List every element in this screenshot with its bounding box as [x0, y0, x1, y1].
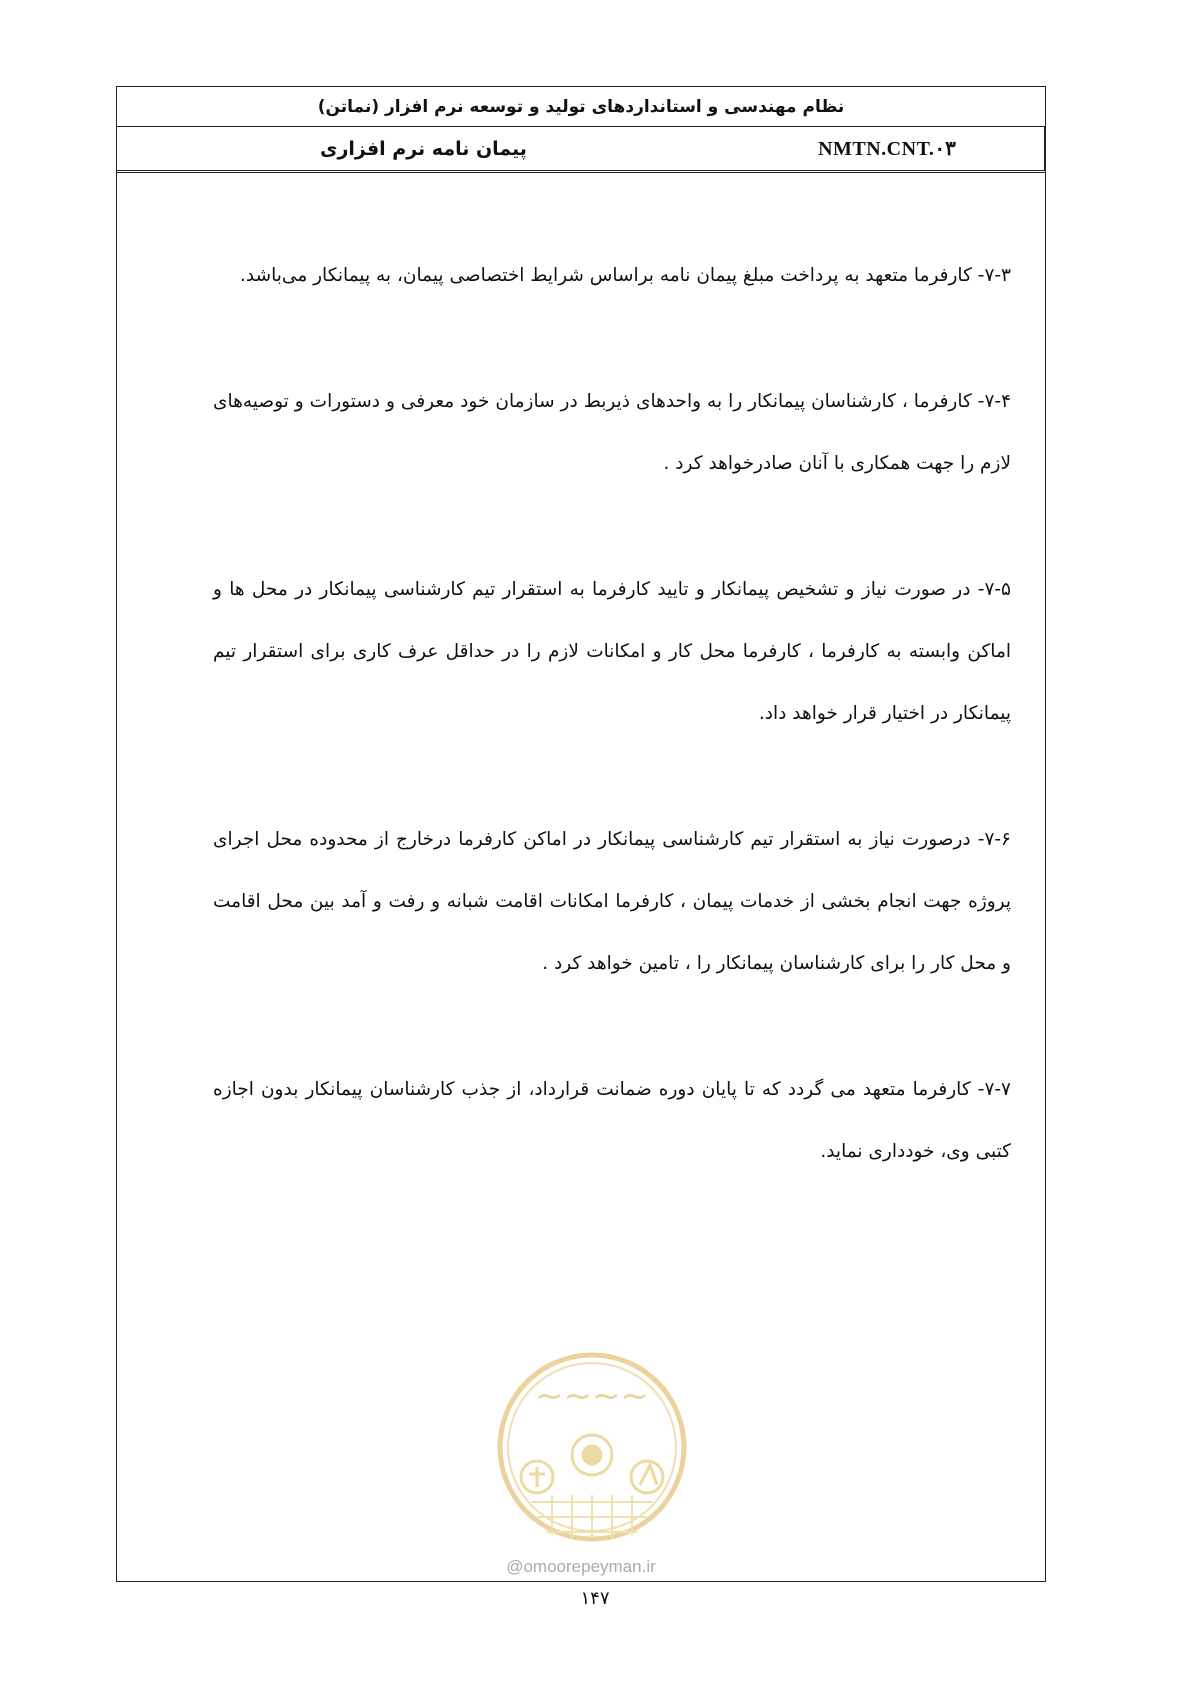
clause-number: ۷-۷- — [970, 1079, 1011, 1100]
clause-7-6 — [213, 809, 1011, 995]
clause-number: ۷-۴- — [971, 391, 1012, 412]
clause-7-5 — [213, 559, 1011, 745]
clause-text: کارفرما متعهد به پرداخت مبلغ پیمان نامه براساس شرایط اختصاصی پیمان، به پیمانکار می‌باشد. — [240, 265, 972, 286]
watermark-site: @omoorepeyman.ir — [506, 1557, 656, 1576]
clause-7-7 — [213, 1059, 1011, 1183]
clause-7-3 — [213, 245, 1011, 307]
clauses-body — [213, 245, 1011, 1183]
page-number: ۱۴۷ — [580, 1588, 610, 1609]
clause-7-4 — [213, 371, 1011, 495]
clause-number: ۷-۶- — [970, 829, 1011, 850]
clause-text: کارفرما ، کارشناسان پیمانکار را به واحدهای ذیربط در سازمان خود معرفی و دستورات و توصیه‌های لازم را جهت همکاری با آنان صادرخواهد کرد . — [213, 391, 1011, 474]
clause-number: ۷-۵- — [970, 579, 1011, 600]
clause-text: در صورت نیاز و تشخیص پیمانکار و تایید کارفرما به استقرار تیم کارشناسی پیمانکار در محل ها و اماکن وابسته به کارفرما ، کارفرما محل کار و امکانات لازم را در حداقل عرف کاری برای استقرار تیم پیمانکار در اختیار قرار خواهد داد. — [213, 579, 1011, 724]
clause-text: کارفرما متعهد می گردد که تا پایان دوره ضمانت قرارداد، از جذب کارشناسان پیمانکار بدون اجازه کتبی وی، خودداری نماید. — [213, 1079, 1011, 1162]
system-title: نظام مهندسی و استانداردهای تولید و توسعه نرم افزار (نماتن) — [117, 87, 1045, 127]
svg-text:~~~~: ~~~~ — [535, 1376, 649, 1416]
doc-title: پیمان نامه نرم افزاری — [320, 137, 527, 160]
clause-number: ۷-۳- — [971, 265, 1011, 286]
doc-header-row — [117, 127, 1045, 173]
page-frame — [116, 86, 1046, 1582]
doc-code: NMTN.CNT.۰۳ — [730, 127, 1045, 170]
watermark-seal-icon — [492, 1337, 692, 1577]
clause-text: درصورت نیاز به استقرار تیم کارشناسی پیمانکار در اماکن کارفرما درخارج از محدوده محل اجرای پروژه جهت انجام بخشی از خدمات پیمان ، کارفرما امکانات اقامت شبانه و رفت و آمد بین محل اقامت و محل کار را برای کارشناسان پیمانکار را ، تامین خواهد کرد . — [213, 829, 1011, 974]
